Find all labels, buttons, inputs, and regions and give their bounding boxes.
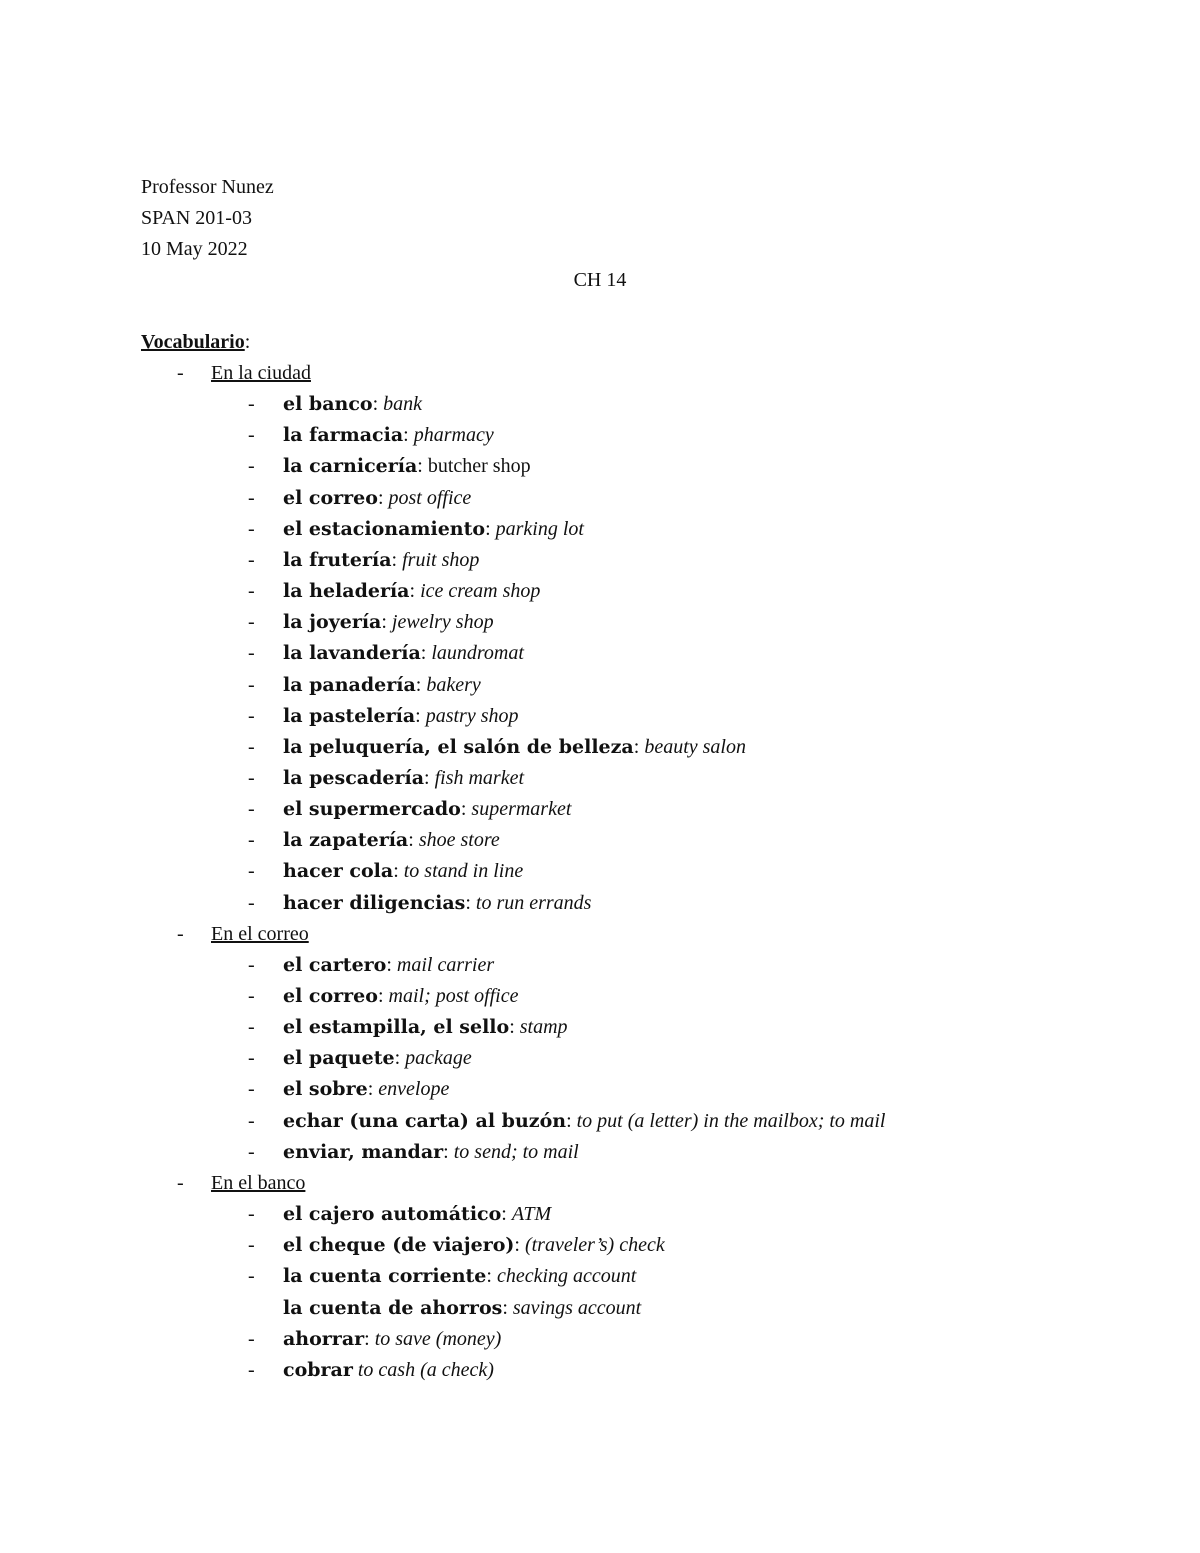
vocab-definition: post office <box>388 486 472 509</box>
vocab-entry <box>283 1293 641 1324</box>
vocab-entry <box>283 981 519 1012</box>
vocab-separator: : <box>409 580 421 603</box>
vocab-definition: savings account <box>512 1296 642 1319</box>
vocab-term: la cuenta de ahorros <box>283 1296 503 1319</box>
bullet-dash: - <box>248 393 255 416</box>
bullet-dash: - <box>248 673 255 696</box>
bullet-dash: - <box>248 985 255 1007</box>
vocab-term: la panadería <box>283 673 416 696</box>
vocab-term: la frutería <box>283 548 392 571</box>
vocab-separator: : <box>465 891 476 914</box>
bullet-dash: - <box>248 1234 255 1257</box>
vocab-term: cobrar <box>283 1358 353 1381</box>
bullet-dash: - <box>248 1016 255 1039</box>
vocab-term: la peluquería, el salón de belleza <box>283 735 634 758</box>
vocab-definition: to cash (a check) <box>357 1358 494 1381</box>
bullet-dash: - <box>248 424 255 447</box>
vocab-separator: : <box>367 1078 379 1101</box>
vocab-separator: : <box>393 860 404 883</box>
bullet-dash: - <box>177 1171 184 1194</box>
date: 10 May 2022 <box>141 238 248 260</box>
bullet-dash: - <box>248 891 255 914</box>
vocab-separator: : <box>386 953 397 976</box>
bullet-dash: - <box>248 798 255 821</box>
vocab-separator: : <box>377 486 389 509</box>
vocab-definition: stamp <box>519 1016 568 1039</box>
vocab-separator: : <box>514 1234 525 1257</box>
vocab-definition: checking account <box>496 1265 637 1288</box>
vocab-term: el estampilla, el sello <box>283 1016 510 1039</box>
vocab-entry <box>283 1043 472 1074</box>
section-title: En la ciudad <box>211 362 311 384</box>
vocab-separator: : <box>403 424 414 447</box>
vocabulary-heading <box>141 327 250 358</box>
vocab-term: la lavandería <box>283 642 421 665</box>
vocab-separator: : <box>415 673 427 696</box>
vocab-separator: : <box>443 1140 454 1163</box>
vocab-entry <box>283 1261 636 1292</box>
vocab-entry <box>283 950 494 981</box>
section-title: En el correo <box>211 922 309 945</box>
vocab-definition: supermarket <box>471 798 572 821</box>
vocab-entry <box>283 670 481 701</box>
vocab-definition: to put (a letter) in the mailbox; to mail <box>576 1109 886 1132</box>
vocab-definition: to stand in line <box>403 860 524 883</box>
bullet-dash: - <box>248 1047 255 1070</box>
vocab-term: enviar, mandar <box>283 1140 444 1163</box>
vocab-definition: ice cream shop <box>420 580 541 603</box>
bullet-dash: - <box>248 1078 255 1101</box>
vocab-separator: : <box>485 517 496 540</box>
vocab-term: la pastelería <box>283 704 416 727</box>
bullet-dash: - <box>248 953 255 976</box>
bullet-dash: - <box>248 486 255 509</box>
vocab-definition: fish market <box>434 766 525 789</box>
vocab-definition: to save (money) <box>374 1327 502 1350</box>
vocab-separator: : <box>420 642 432 665</box>
vocab-definition: ATM <box>511 1203 552 1226</box>
bullet-dash: - <box>248 1358 255 1381</box>
vocab-term: el cajero automático <box>283 1203 502 1226</box>
vocab-separator: : <box>509 1016 520 1039</box>
bullet-dash: - <box>248 735 255 758</box>
vocab-entry <box>283 545 479 576</box>
vocab-term: el sobre <box>283 1078 368 1101</box>
vocab-term: la farmacia <box>283 424 404 447</box>
vocab-term: la zapatería <box>283 829 409 852</box>
vocab-term: hacer cola <box>283 860 394 883</box>
vocab-term: la heladería <box>283 580 410 603</box>
vocab-entry <box>283 856 523 887</box>
vocab-definition: shoe store <box>418 829 500 852</box>
bullet-dash: - <box>248 548 255 571</box>
vocab-separator: : <box>417 455 428 478</box>
bullet-dash: - <box>248 766 255 789</box>
vocab-separator: : <box>377 985 389 1007</box>
vocab-entry <box>283 1355 494 1386</box>
bullet-dash: - <box>248 1109 255 1132</box>
vocabulary-heading-colon: : <box>244 331 251 353</box>
vocab-entry <box>283 825 500 856</box>
vocab-term: el estacionamiento <box>283 517 486 540</box>
vocab-term: la pescadería <box>283 766 425 789</box>
vocab-separator: : <box>415 704 426 727</box>
vocab-term: hacer diligencias <box>283 891 466 914</box>
vocab-term: el banco <box>283 393 373 416</box>
vocab-entry <box>283 888 591 919</box>
vocab-separator: : <box>633 735 645 758</box>
vocab-term: el cheque (de viajero) <box>283 1234 515 1257</box>
section-title: En el banco <box>211 1171 306 1194</box>
vocab-entry <box>283 1137 579 1168</box>
vocab-entry <box>283 420 494 451</box>
vocab-separator: : <box>502 1296 513 1319</box>
vocabulary-heading-label: Vocabulario <box>141 331 245 353</box>
vocab-term: el supermercado <box>283 798 461 821</box>
vocab-definition: pastry shop <box>425 704 519 727</box>
vocab-separator: : <box>394 1047 406 1070</box>
vocab-term: el correo <box>283 985 378 1007</box>
vocab-term: el paquete <box>283 1047 395 1070</box>
bullet-dash: - <box>248 455 255 478</box>
vocab-definition: jewelry shop <box>391 611 494 634</box>
vocab-definition: bank <box>383 393 423 416</box>
bullet-dash: - <box>177 922 184 945</box>
vocab-definition: mail carrier <box>396 953 495 976</box>
vocab-term: la cuenta corriente <box>283 1265 487 1288</box>
vocab-separator: : <box>424 766 435 789</box>
bullet-dash: - <box>248 1265 255 1288</box>
vocab-definition: envelope <box>378 1078 450 1101</box>
bullet-dash: - <box>248 580 255 603</box>
vocab-term: la joyería <box>283 611 382 634</box>
vocab-separator: : <box>486 1265 497 1288</box>
vocab-entry <box>283 701 519 732</box>
vocab-definition: to run errands <box>475 891 592 914</box>
vocab-definition: to send; to mail <box>453 1140 579 1163</box>
vocab-entry <box>283 389 422 420</box>
course-code: SPAN 201-03 <box>141 207 252 229</box>
vocab-term: la carnicería <box>283 455 418 478</box>
bullet-dash: - <box>248 860 255 883</box>
vocab-entry <box>283 1012 568 1043</box>
vocab-entry <box>283 1230 665 1261</box>
bullet-dash: - <box>248 704 255 727</box>
vocab-definition: laundromat <box>431 642 524 665</box>
vocab-definition: pharmacy <box>413 424 494 447</box>
bullet-dash: - <box>248 517 255 540</box>
vocab-definition: mail; post office <box>388 985 519 1007</box>
vocab-entry <box>283 1324 501 1355</box>
bullet-dash: - <box>248 1140 255 1163</box>
bullet-dash: - <box>248 829 255 852</box>
bullet-dash: - <box>177 362 184 384</box>
vocab-entry <box>283 483 471 514</box>
vocab-definition: bakery <box>426 673 481 696</box>
bullet-dash: - <box>248 1327 255 1350</box>
vocab-separator: : <box>501 1203 512 1226</box>
vocab-separator: : <box>408 829 419 852</box>
vocab-definition: fruit shop <box>402 548 480 571</box>
bullet-dash: - <box>248 611 255 634</box>
vocab-definition: beauty salon <box>644 735 746 758</box>
vocab-term: ahorrar <box>283 1327 365 1350</box>
vocab-entry <box>283 1199 551 1230</box>
vocab-entry <box>283 794 571 825</box>
bullet-dash: - <box>248 642 255 665</box>
vocab-separator: : <box>460 798 472 821</box>
professor-name: Professor Nunez <box>141 176 274 198</box>
vocab-separator: : <box>566 1109 577 1132</box>
vocab-entry <box>283 607 494 638</box>
page-title: CH 14 <box>573 269 627 291</box>
vocab-definition: package <box>405 1047 472 1070</box>
vocab-separator: : <box>372 393 384 416</box>
vocab-entry <box>283 638 524 669</box>
vocab-term: el cartero <box>283 953 387 976</box>
vocab-separator: : <box>364 1327 375 1350</box>
vocab-entry <box>283 763 524 794</box>
vocab-term: el correo <box>283 486 378 509</box>
vocab-separator: : <box>391 548 403 571</box>
vocab-entry <box>283 451 531 482</box>
bullet-dash: - <box>248 1203 255 1226</box>
vocab-separator: : <box>381 611 392 634</box>
vocab-entry <box>283 514 584 545</box>
vocab-definition: butcher shop <box>427 455 531 478</box>
vocab-term: echar (una carta) al buzón <box>283 1109 567 1132</box>
vocab-entry <box>283 1106 885 1137</box>
vocab-entry <box>283 1074 449 1105</box>
vocab-definition: parking lot <box>495 517 584 540</box>
vocab-entry <box>283 576 540 607</box>
vocab-entry <box>283 732 746 763</box>
vocab-definition: (traveler’s) check <box>524 1234 665 1257</box>
